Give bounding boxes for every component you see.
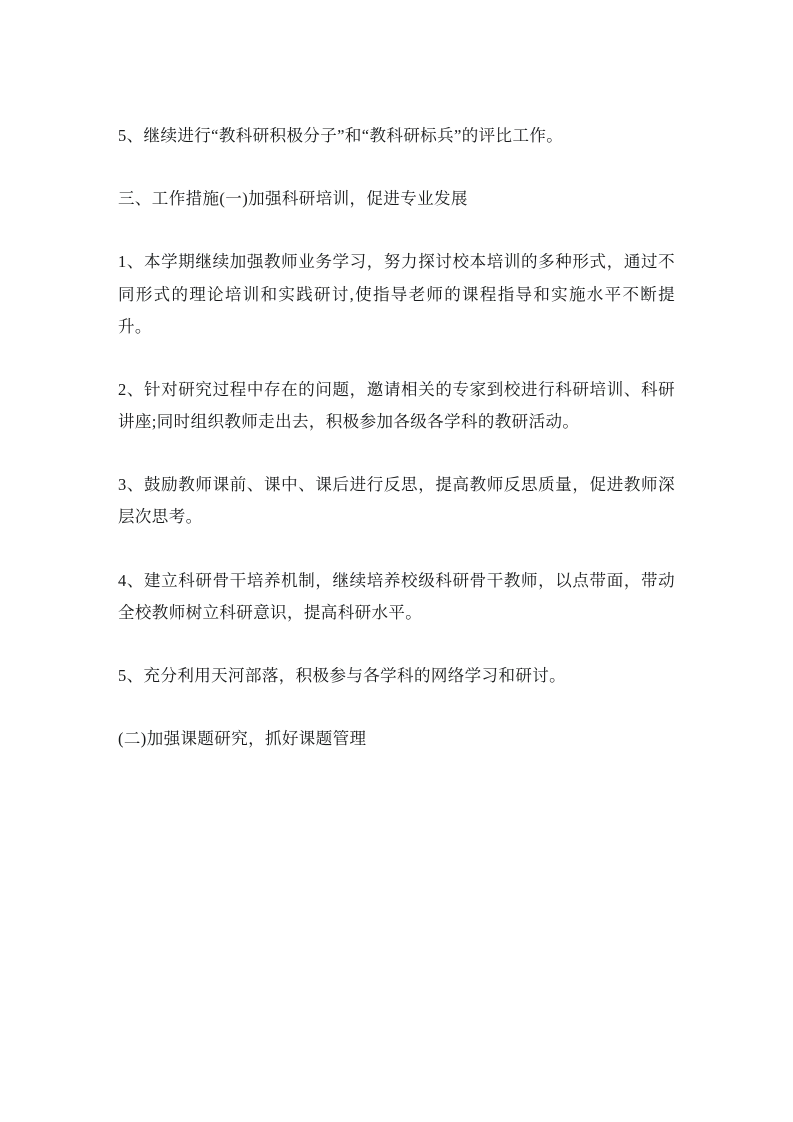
heading-work-measures: 三、工作措施(一)加强科研培训，促进专业发展	[118, 189, 468, 209]
paragraph-evaluation: 5、继续进行“教科研积极分子”和“教科研标兵”的评比工作。	[118, 126, 564, 145]
paragraph-measure-1: 1、本学期继续加强教师业务学习，努力探讨校本培训的多种形式，通过不同形式的理论培训和实践研讨,使指导老师的课程指导和实施水平不断提升。	[118, 252, 675, 336]
paragraph-measure-3: 3、鼓励教师课前、课中、课后进行反思，提高教师反思质量，促进教师深层次思考。	[118, 475, 675, 527]
paragraph-measure-5: 5、充分利用天河部落，积极参与各学科的网络学习和研讨。	[118, 665, 567, 685]
heading-topic-research: (二)加强课题研究，抓好课题管理	[118, 729, 367, 749]
document-body	[118, 120, 675, 755]
paragraph-measure-2: 2、针对研究过程中存在的问题，邀请相关的专家到校进行科研培训、科研讲座;同时组织教师走出去，积极参加各级各学科的教研活动。	[118, 379, 675, 432]
paragraph-measure-4: 4、建立科研骨干培养机制，继续培养校级科研骨干教师，以点带面，带动全校教师树立科研意识，提高科研水平。	[118, 570, 675, 622]
